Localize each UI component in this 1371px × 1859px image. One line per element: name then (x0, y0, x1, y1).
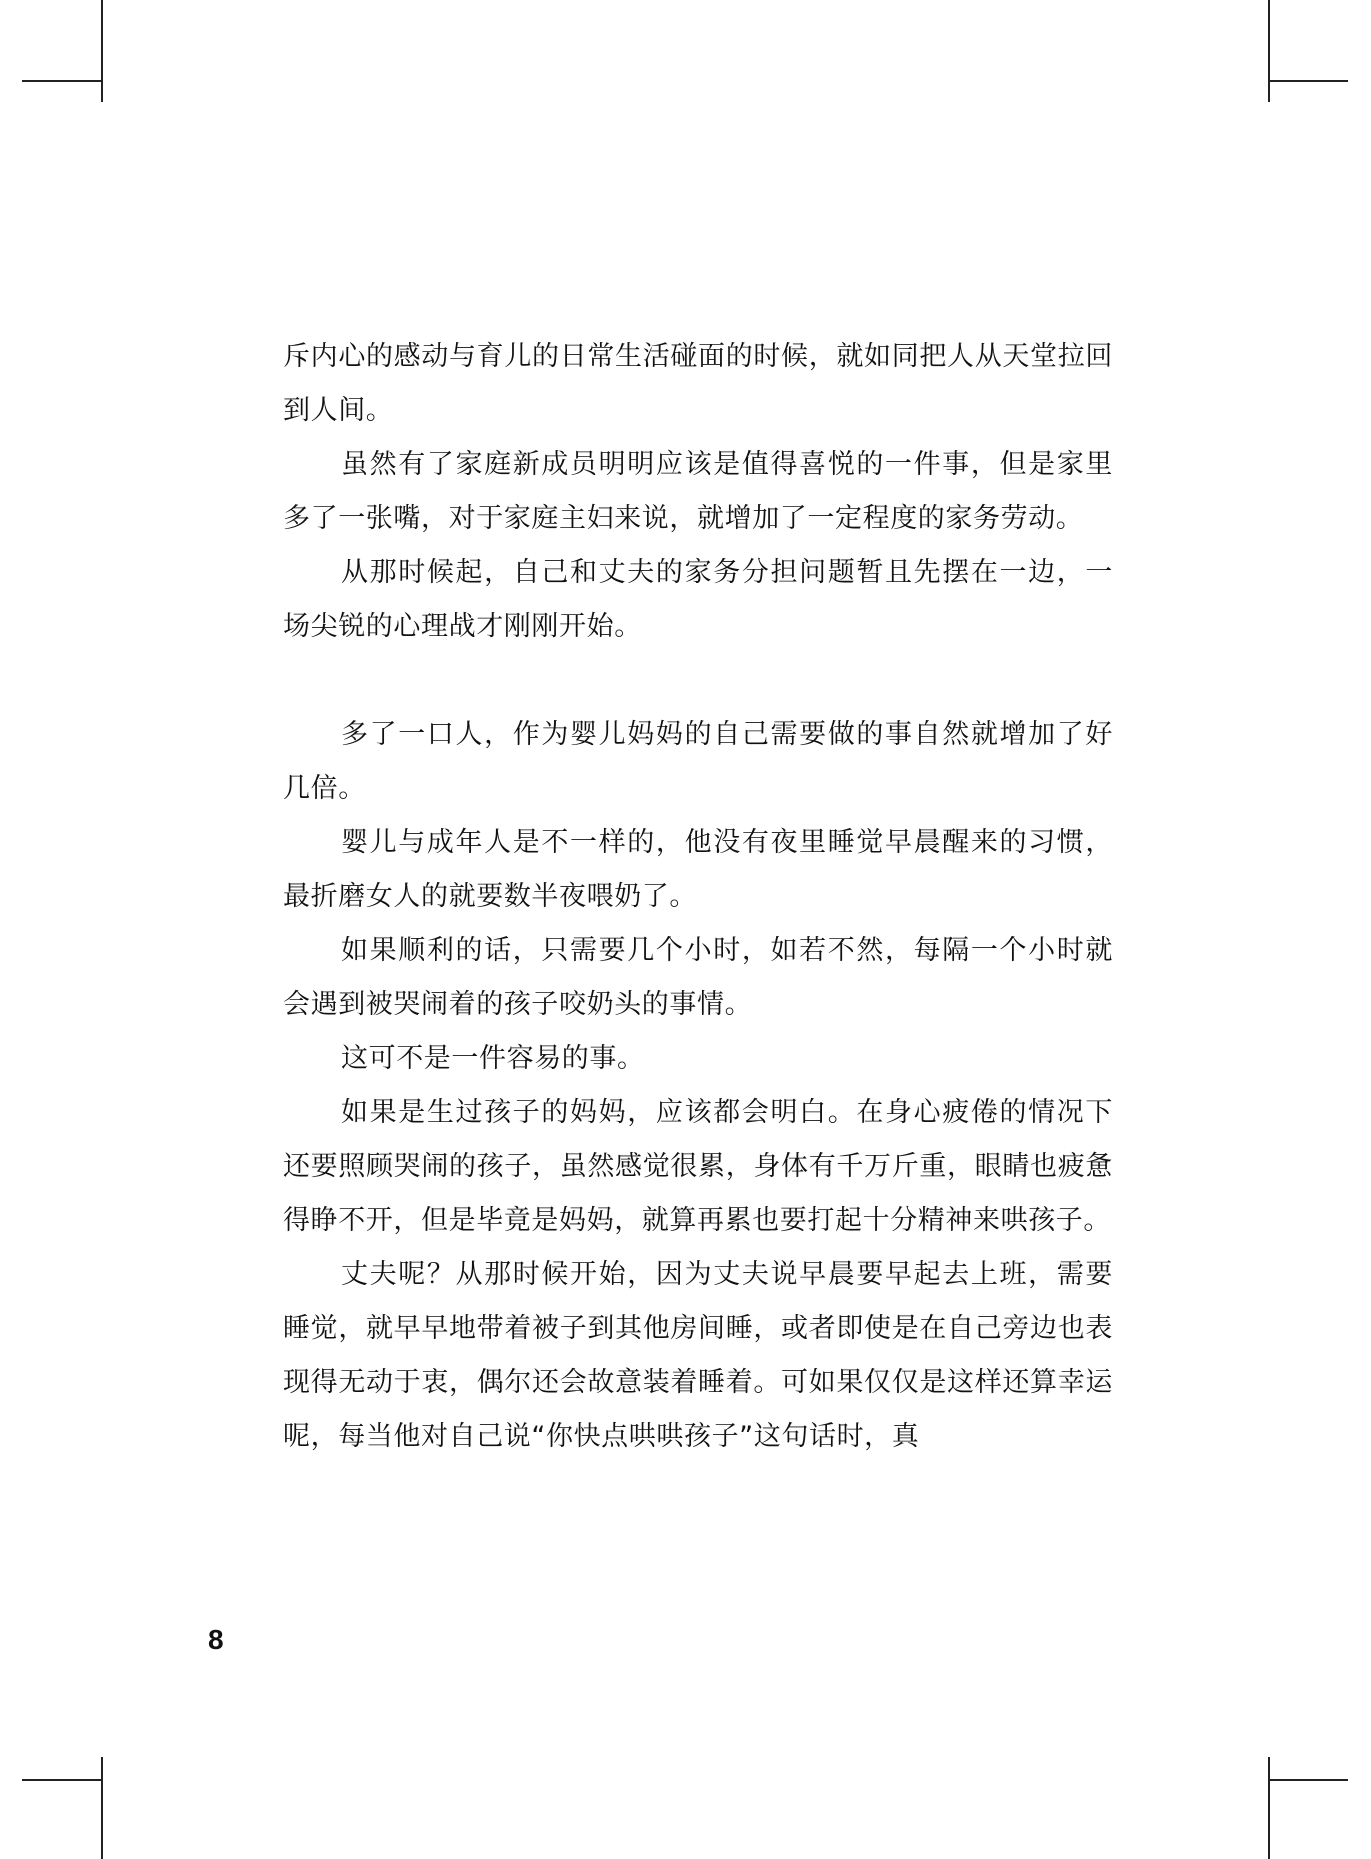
crop-mark-top-right-vertical (1268, 0, 1270, 102)
crop-mark-top-left-horizontal (22, 80, 102, 82)
crop-mark-bottom-left-vertical (101, 1757, 103, 1859)
paragraph-4: 多了一口人，作为婴儿妈妈的自己需要做的事自然就增加了好几倍。 (283, 719, 1113, 804)
paragraph-6: 如果顺利的话，只需要几个小时，如若不然，每隔一个小时就会遇到被哭闹着的孩子咬奶头的事情。 (283, 935, 1113, 1020)
paragraph-7: 这可不是一件容易的事。 (341, 1043, 645, 1074)
crop-mark-bottom-right-horizontal (1268, 1779, 1348, 1781)
paragraph-9: 丈夫呢？从那时候开始，因为丈夫说早晨要早起去上班，需要睡觉，就早早地带着被子到其他房间睡，或者即使是在自己旁边也表现得无动于衷，偶尔还会故意装着睡着。可如果仅仅是这样还算幸运呢，每当他对自己说“你快点哄哄孩子”这句话时，真 (283, 1259, 1113, 1452)
paragraph-3: 从那时候起，自己和丈夫的家务分担问题暂且先摆在一边，一场尖锐的心理战才刚刚开始。 (283, 557, 1113, 642)
paragraph-5: 婴儿与成年人是不一样的，他没有夜里睡觉早晨醒来的习惯，最折磨女人的就要数半夜喂奶了。 (283, 827, 1113, 912)
crop-mark-bottom-right-vertical (1268, 1757, 1270, 1859)
body-text (283, 330, 1113, 1464)
paragraph-1: 斥内心的感动与育儿的日常生活碰面的时候，就如同把人从天堂拉回到人间。 (283, 341, 1113, 426)
page-number: 8 (208, 1624, 224, 1655)
crop-mark-top-right-horizontal (1268, 80, 1348, 82)
section-break (283, 654, 1113, 708)
crop-mark-top-left-vertical (101, 0, 103, 102)
paragraph-2: 虽然有了家庭新成员明明应该是值得喜悦的一件事，但是家里多了一张嘴，对于家庭主妇来说，就增加了一定程度的家务劳动。 (283, 449, 1113, 534)
paragraph-8: 如果是生过孩子的妈妈，应该都会明白。在身心疲倦的情况下还要照顾哭闹的孩子，虽然感觉很累，身体有千万斤重，眼睛也疲惫得睁不开，但是毕竟是妈妈，就算再累也要打起十分精神来哄孩子。 (283, 1097, 1113, 1236)
crop-mark-bottom-left-horizontal (22, 1779, 102, 1781)
